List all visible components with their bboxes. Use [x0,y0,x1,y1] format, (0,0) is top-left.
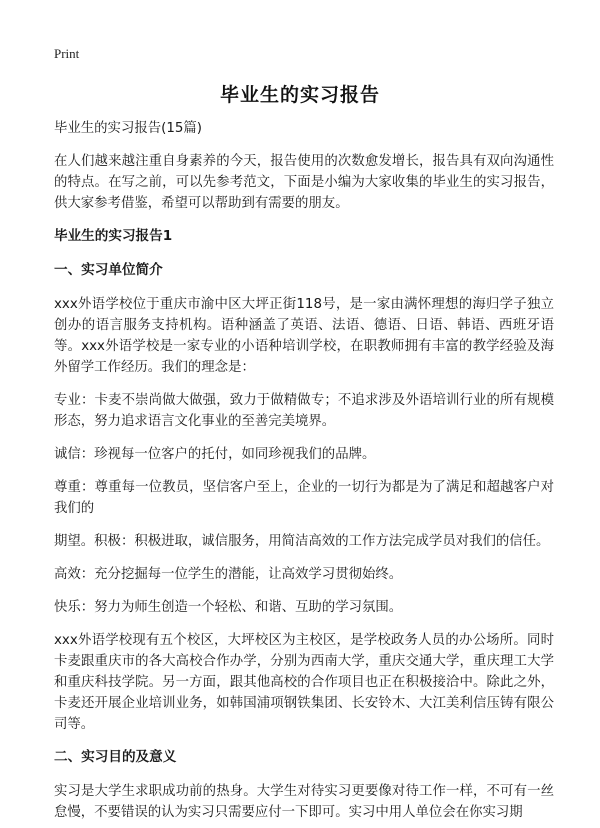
section1-paragraph: xxx外语学校现有五个校区，大坪校区为主校区，是学校政务人员的办公场所。同时卡麦跟重庆市的各大高校合作办学，分别为西南大学，重庆交通大学，重庆理工大学和重庆科技学院。另一方面，跟其他高校的合作项目也正在积极接洽中。除此之外，卡麦还开展企业培训业务，如韩国浦项钢铁集团、长安铃木、大江美利信压铸有限公司等。 [54,633,554,732]
document-subtitle: 毕业生的实习报告(15篇) [54,121,203,136]
document-title: 毕业生的实习报告 [219,84,380,106]
section1-paragraph: 期望。积极：积极进取，诚信服务，用简洁高效的工作方法完成学员对我们的信任。 [54,534,550,549]
section-heading-company-intro: 一、实习单位简介 [54,262,163,278]
section1-paragraph: xxx外语学校位于重庆市渝中区大坪正街118号，是一家由满怀理想的海归学子独立创办的语言服务支持机构。语种涵盖了英语、法语、德语、日语、韩语、西班牙语等。xxx外语学校是一家专业的小语种培训学校，在职教师拥有丰富的教学经验及海外留学工作经历。我们的理念是： [54,297,554,375]
section1-paragraph: 诚信：珍视每一位客户的托付，如同珍视我们的品牌。 [54,447,376,462]
section2-paragraph: 实习是大学生求职成功前的热身。大学生对待实习更要像对待工作一样，不可有一丝怠慢，不要错误的认为实习只需要应付一下即可。实习中用人单位会在你实习期 [54,784,554,820]
section1-paragraph: 专业：卡麦不崇尚做大做强，致力于做精做专；不追求涉及外语培训行业的所有规模形态，努力追求语言文化事业的至善完美境界。 [54,393,554,429]
intro-paragraph: 在人们越来越注重自身素养的今天，报告使用的次数愈发增长，报告具有双向沟通性的特点。在写之前，可以先参考范文，下面是小编为大家收集的毕业生的实习报告，供大家参考借鉴，希望可以帮助到有需要的朋友。 [54,154,554,211]
print-link[interactable]: Print [54,46,80,61]
report-heading: 毕业生的实习报告1 [54,228,173,244]
document-body [54,118,554,828]
section1-paragraph: 快乐：努力为师生创造一个轻松、和谐、互助的学习氛围。 [54,600,403,615]
section1-paragraph: 高效：充分挖掘每一位学生的潜能，让高效学习贯彻始终。 [54,567,403,582]
section1-paragraph: 尊重：尊重每一位教员，坚信客户至上，企业的一切行为都是为了满足和超越客户对我们的 [54,480,554,516]
section-heading-purpose: 二、实习目的及意义 [54,749,177,765]
